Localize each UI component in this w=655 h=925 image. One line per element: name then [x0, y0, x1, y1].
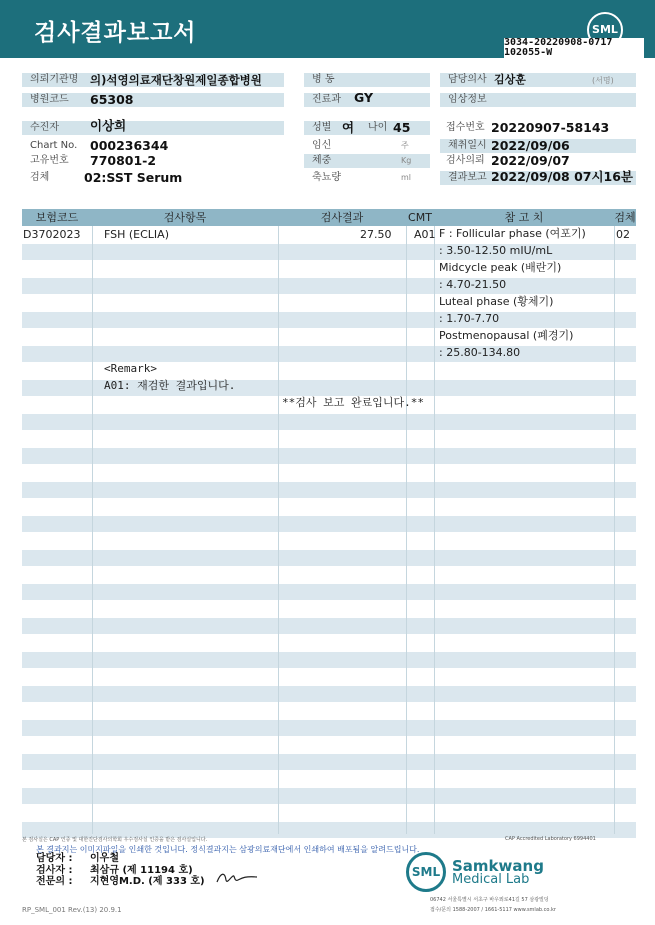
table-stripe-row [22, 414, 636, 430]
remark-title: <Remark> [104, 362, 157, 375]
chart-label: Chart No. [30, 140, 78, 151]
report-complete-text: **검사 보고 완료입니다.** [282, 396, 424, 409]
reference-line: : 4.70-21.50 [439, 278, 507, 291]
age-value: 45 [393, 120, 411, 135]
id-label: 고유번호 [30, 155, 69, 166]
col-insurance-code: 보험코드 [35, 211, 79, 224]
table-stripe-row [22, 788, 636, 804]
id-value: 770801-2 [90, 153, 157, 168]
patient-label: 수진자 [22, 121, 284, 135]
row-cmt: A01 [414, 228, 436, 241]
pregnancy-label: 임신 [312, 140, 332, 151]
signature-image [215, 868, 260, 886]
reference-line: F : Follicular phase (여포기) [439, 227, 586, 240]
request-value: 2022/09/07 [491, 153, 570, 168]
dept-value: GY [354, 90, 374, 105]
table-column-divider [614, 226, 615, 834]
reference-line: : 25.80-134.80 [439, 346, 521, 359]
staff-specialist-value: 지현영M.D. (제 333 호) [90, 876, 205, 887]
col-cmt: CMT [408, 211, 432, 224]
reference-line: Postmenopausal (폐경기) [439, 329, 574, 342]
table-column-divider [92, 226, 93, 834]
sml-brand-logo: SML [406, 852, 446, 892]
sex-value: 여 [342, 120, 355, 135]
staff-specialist-label: 전문의 : [36, 876, 73, 887]
document-number-line2: 102055-W [504, 48, 644, 58]
specimen-label: 검체 [30, 172, 50, 183]
chart-value: 000236344 [90, 138, 169, 153]
weight-label: 체중 [304, 154, 430, 168]
accreditation-note: 본 검사실은 CAP 인증 및 대한진단검사의학회 우수검사실 인증을 받은 검사실입니다. [22, 837, 208, 843]
table-stripe-row [22, 584, 636, 600]
reference-line: Midcycle peak (배란기) [439, 261, 562, 274]
staff-manager-label: 담당자 : [36, 853, 73, 864]
row-specimen: 02 [616, 228, 630, 241]
weight-unit: Kg [401, 156, 412, 165]
remark-text: A01: 재검한 결과입니다. [104, 379, 236, 392]
collect-label: 채취일시 [440, 139, 636, 153]
doctor-value: 김상훈 [494, 73, 526, 86]
table-stripe-row [22, 346, 636, 362]
image-print-notice: 본 결과지는 이미지파일을 인쇄한 것입니다. 정식결과지는 삼광의료재단에서 인쇄하여 배포됨을 알려드립니다. [36, 845, 420, 854]
table-stripe-row [22, 516, 636, 532]
col-specimen: 검체 [614, 211, 636, 224]
document-number [504, 38, 644, 58]
results-table-header [22, 209, 636, 226]
table-stripe-row [22, 482, 636, 498]
hospital-value: 의)석영의료재단창원제일종합병원 [90, 73, 262, 87]
col-test-item: 검사항목 [163, 211, 207, 224]
report-title: 검사결과보고서 [34, 20, 197, 46]
age-label: 나이 [368, 122, 388, 133]
reference-line: : 3.50-12.50 mIU/mL [439, 244, 553, 257]
report-time-label: 결과보고 [440, 171, 636, 185]
brand-name-line2: Medical Lab [452, 872, 530, 887]
sex-label: 성별 [304, 121, 430, 135]
urine-unit: ml [401, 173, 412, 182]
hospital-code-label: 병원코드 [22, 93, 284, 107]
address-line2: 접수/문의 1588-2007 / 1661-5117 www.smlab.co.kr [430, 907, 556, 913]
table-stripe-row [22, 448, 636, 464]
table-stripe-row [22, 686, 636, 702]
row-insurance-code: D3702023 [23, 228, 81, 241]
row-test-item: FSH (ECLIA) [104, 228, 169, 241]
receipt-value: 20220907-58143 [491, 120, 610, 135]
clinical-info-label: 임상정보 [440, 93, 636, 107]
staff-tester-value: 최삼규 (제 11194 호) [90, 865, 193, 876]
reference-line: Luteal phase (황체기) [439, 295, 554, 308]
row-result: 27.50 [360, 228, 392, 241]
col-result: 검사결과 [320, 211, 364, 224]
brand-name-line1: Samkwang [452, 857, 544, 875]
table-stripe-row [22, 618, 636, 634]
patient-value: 이상희 [90, 118, 127, 133]
doctor-sign: (서명) [592, 76, 614, 85]
sml-logo: SML [587, 12, 623, 48]
specimen-value: 02:SST Serum [84, 170, 183, 185]
urine-label: 축뇨량 [312, 172, 341, 183]
table-column-divider [278, 226, 279, 834]
cap-accreditation: CAP Accredited Laboratory 6994401 [505, 836, 596, 842]
table-column-divider [434, 226, 435, 834]
form-code: RP_SML_001 Rev.(13) 20.9.1 [22, 906, 122, 914]
table-stripe-row [22, 550, 636, 566]
col-reference: 참 고 치 [504, 211, 544, 224]
reference-line: : 1.70-7.70 [439, 312, 500, 325]
request-label: 검사의뢰 [446, 155, 485, 166]
table-stripe-row [22, 278, 636, 294]
hospital-code-value: 65308 [90, 92, 134, 107]
address-line1: 06742 서울특별시 서초구 바우뫼로41길 57 삼광빌딩 [430, 897, 549, 903]
table-column-divider [406, 226, 407, 834]
dept-label: 진료과 [304, 93, 430, 107]
table-stripe-row [22, 720, 636, 736]
hospital-label: 의뢰기관명 [22, 73, 84, 87]
staff-tester-label: 검사자 : [36, 865, 73, 876]
ward-label: 병 동 [304, 73, 430, 87]
staff-manager-value: 이우철 [90, 853, 119, 864]
doctor-label: 담당의사 [440, 73, 636, 87]
collect-value: 2022/09/06 [491, 138, 570, 153]
receipt-label: 접수번호 [446, 122, 485, 133]
table-stripe-row [22, 754, 636, 770]
document-number-line1: 3034-20220908-0717 [504, 38, 644, 48]
report-time-value: 2022/09/08 07시16분 [491, 169, 634, 184]
table-stripe-row [22, 312, 636, 328]
pregnancy-unit: 주 [401, 141, 409, 150]
table-stripe-row [22, 652, 636, 668]
